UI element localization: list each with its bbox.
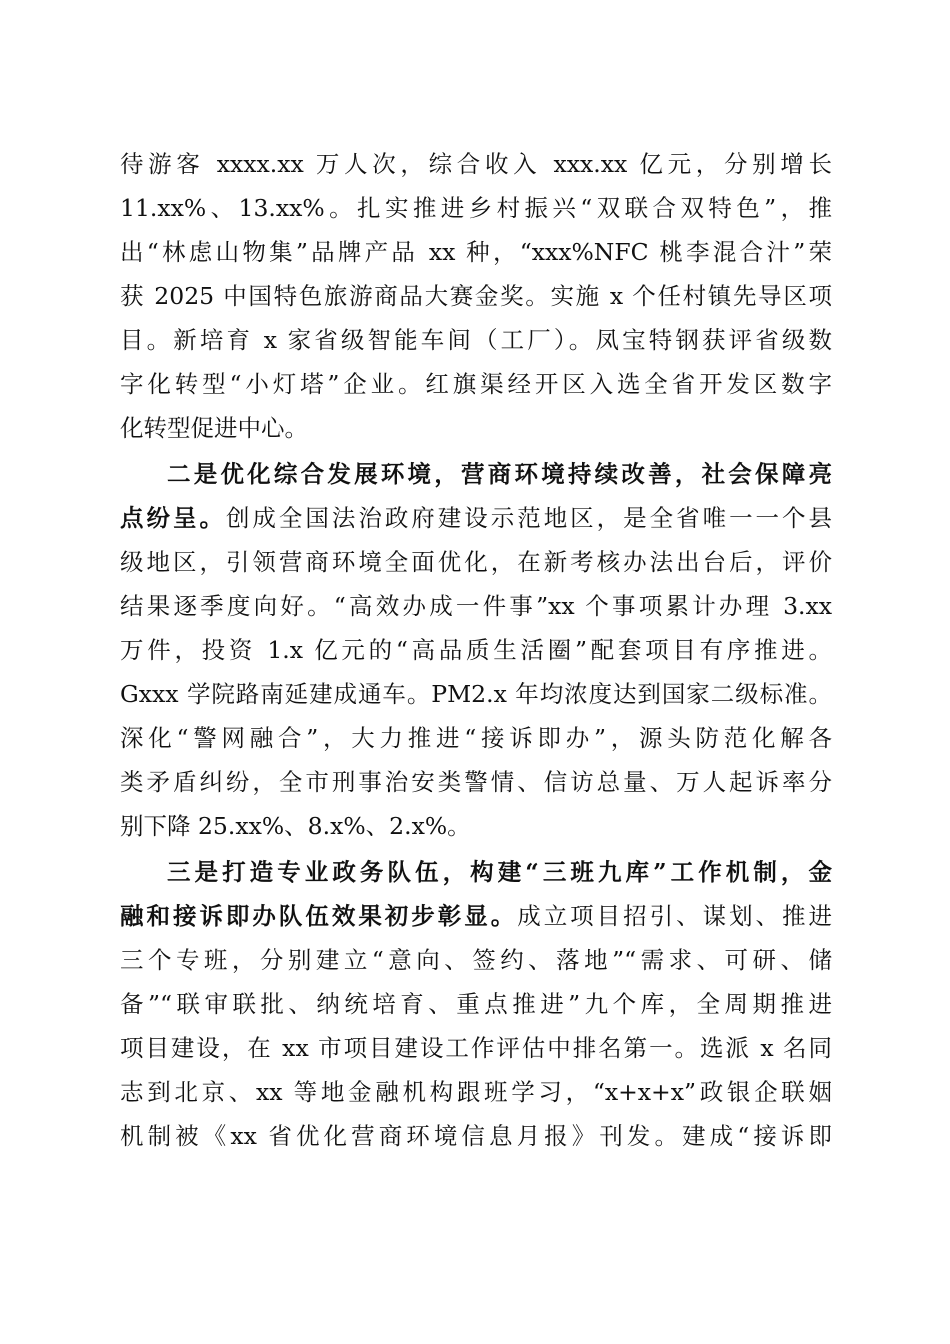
text-line: 项目建设，在 xx 市项目建设工作评估中排名第一。选派 x 名同: [120, 1034, 832, 1062]
text-line: 万件，投资 1.x 亿元的“高品质生活圈”配套项目有序推进。: [120, 636, 832, 664]
text-line: 志到北京、xx 等地金融机构跟班学习，“x+x+x”政银企联姻: [120, 1078, 832, 1106]
text-line: 机制被《xx 省优化营商环境信息月报》刊发。建成“接诉即: [120, 1122, 832, 1150]
text-line: 获 2025 中国特色旅游商品大赛金奖。实施 x 个任村镇先导区项: [120, 282, 832, 310]
text-line: 类矛盾纠纷，全市刑事治安类警情、信访总量、万人起诉率分: [120, 768, 832, 796]
text-line: Gxxx 学院路南延建成通车。PM2.x 年均浓度达到国家二级标准。: [120, 680, 832, 708]
paragraph-heading-tail: 点纷呈。: [120, 504, 226, 532]
text-line: 备”“联审联批、纳统培育、重点推进”九个库，全周期推进: [120, 990, 832, 1018]
text-line: 结果逐季度向好。“高效办成一件事”xx 个事项累计办理 3.xx: [120, 592, 832, 620]
text-line: [120, 498, 832, 538]
paragraph-heading: 三是打造专业政务队伍，构建“三班九库”工作机制，金: [167, 858, 832, 886]
text-run: 创成全国法治政府建设示范地区，是全省唯一一个县: [225, 504, 833, 532]
text-run: 成立项目招引、谋划、推进: [517, 902, 833, 930]
text-line: 目。新培育 x 家省级智能车间（工厂）。凤宝特钢获评省级数: [120, 326, 832, 354]
text-line: 11.xx%、13.xx%。扎实推进乡村振兴“双联合双特色”，推: [120, 194, 832, 222]
text-line: 出“林虑山物集”品牌产品 xx 种，“xxx%NFC 桃李混合汁”荣: [120, 238, 832, 266]
paragraph-heading: 二是优化综合发展环境，营商环境持续改善，社会保障亮: [167, 460, 832, 488]
text-line: 字化转型“小灯塔”企业。红旗渠经开区入选全省开发区数字: [120, 370, 832, 398]
text-line: 深化“警网融合”，大力推进“接诉即办”，源头防范化解各: [120, 724, 832, 752]
text-line: 化转型促进中心。: [120, 414, 308, 442]
text-line: 三个专班，分别建立“意向、签约、落地”“需求、可研、储: [120, 946, 832, 974]
text-line: 别下降 25.xx%、8.x%、2.x%。: [120, 812, 471, 840]
text-line: [120, 896, 832, 936]
text-line: 级地区，引领营商环境全面优化，在新考核办法出台后，评价: [120, 548, 832, 576]
text-line: 待游客 xxxx.xx 万人次，综合收入 xxx.xx 亿元，分别增长: [120, 150, 832, 178]
paragraph-heading-tail: 融和接诉即办队伍效果初步彰显。: [120, 902, 518, 930]
